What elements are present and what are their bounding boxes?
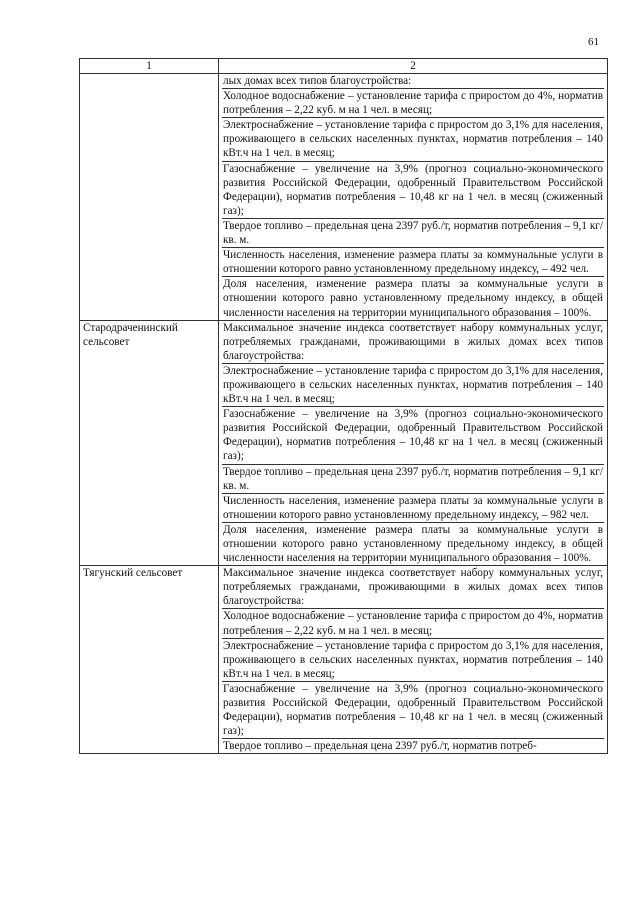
table-row (80, 320, 608, 566)
paragraph: Электроснабжение – установление тарифа с приростом до 3,1% для населения, проживающего в сельских населенных пунктах, норматив потребления – 140 кВт.ч на 1 чел. в месяц; (222, 364, 604, 407)
paragraph: Доля населения, изменение размера платы за коммунальные услуги в отношении которого равно установленному предельному индексу, в общей численности населения на территории муниципального образования – 100%. (223, 278, 603, 319)
column-header-1: 1 (80, 59, 219, 74)
paragraph: Холодное водоснабжение – установление тарифа с приростом до 4%, норматив потребления – 2,22 куб. м на 1 чел. в месяц; (222, 89, 604, 118)
paragraph: Электроснабжение – установление тарифа с приростом до 3,1% для населения, проживающего в сельских населенных пунктах, норматив потребления – 140 кВт.ч на 1 чел. в месяц; (222, 639, 604, 682)
table-header-row (80, 59, 608, 74)
description-cell (219, 74, 608, 321)
table-row (80, 566, 608, 754)
paragraph: Численность населения, изменение размера платы за коммунальные услуги в отношении которого равно установленному предельному индексу, – 982 чел. (222, 494, 604, 523)
municipality-cell: Тягунский сельсовет (80, 566, 219, 754)
paragraph: Газоснабжение – увеличение на 3,9% (прогноз социально-экономического развития Российской Федерации, одобренный Правительством Российской Федерации), норматив потребления – 10,48 кг на 1 чел. в месяц (сжиженный газ); (222, 407, 604, 464)
paragraph: Холодное водоснабжение – установление тарифа с приростом до 4%, норматив потребления – 2,22 куб. м на 1 чел. в месяц; (222, 609, 604, 638)
municipality-cell: Стародраченинский сельсовет (80, 320, 219, 566)
table-row (80, 74, 608, 321)
paragraph: Газоснабжение – увеличение на 3,9% (прогноз социально-экономического развития Российской Федерации, одобренный Правительством Российской Федерации), норматив потребления – 10,48 кг на 1 чел. в месяц (сжиженный газ); (222, 682, 604, 739)
paragraph: Максимальное значение индекса соответствует набору коммунальных услуг, потребляемых гражданами, проживающими в жилых домах всех типов благоустройства: (222, 566, 604, 609)
paragraph: Твердое топливо – предельная цена 2397 руб./т, норматив потребления – 9,1 кг/кв. м. (222, 465, 604, 494)
column-header-2: 2 (219, 59, 608, 74)
description-cell (219, 320, 608, 566)
municipality-cell (80, 74, 219, 321)
paragraph: Максимальное значение индекса соответствует набору коммунальных услуг, потребляемых гражданами, проживающими в жилых домах всех типов благоустройства: (222, 321, 604, 364)
paragraph: Твердое топливо – предельная цена 2397 руб./т, норматив потребления – 9,1 кг/кв. м. (222, 219, 604, 248)
data-table (79, 58, 608, 754)
page-number: 61 (588, 36, 599, 48)
description-cell (219, 566, 608, 754)
paragraph: лых домах всех типов благоустройства: (222, 74, 604, 89)
paragraph: Доля населения, изменение размера платы за коммунальные услуги в отношении которого равно установленному предельному индексу, в общей численности населения на территории муниципального образования – 100%. (223, 523, 603, 565)
paragraph: Численность населения, изменение размера платы за коммунальные услуги в отношении которого равно установленному предельному индексу, – 492 чел. (222, 248, 604, 277)
paragraph: Твердое топливо – предельная цена 2397 руб./т, норматив потреб- (223, 740, 537, 753)
paragraph: Электроснабжение – установление тарифа с приростом до 3,1% для населения, проживающего в сельских населенных пунктах, норматив потребления – 140 кВт.ч на 1 чел. в месяц; (222, 118, 604, 161)
paragraph: Газоснабжение – увеличение на 3,9% (прогноз социально-экономического развития Российской Федерации, одобренный Правительством Российской Федерации), норматив потребления – 10,48 кг на 1 чел. в месяц (сжиженный газ); (222, 162, 604, 219)
